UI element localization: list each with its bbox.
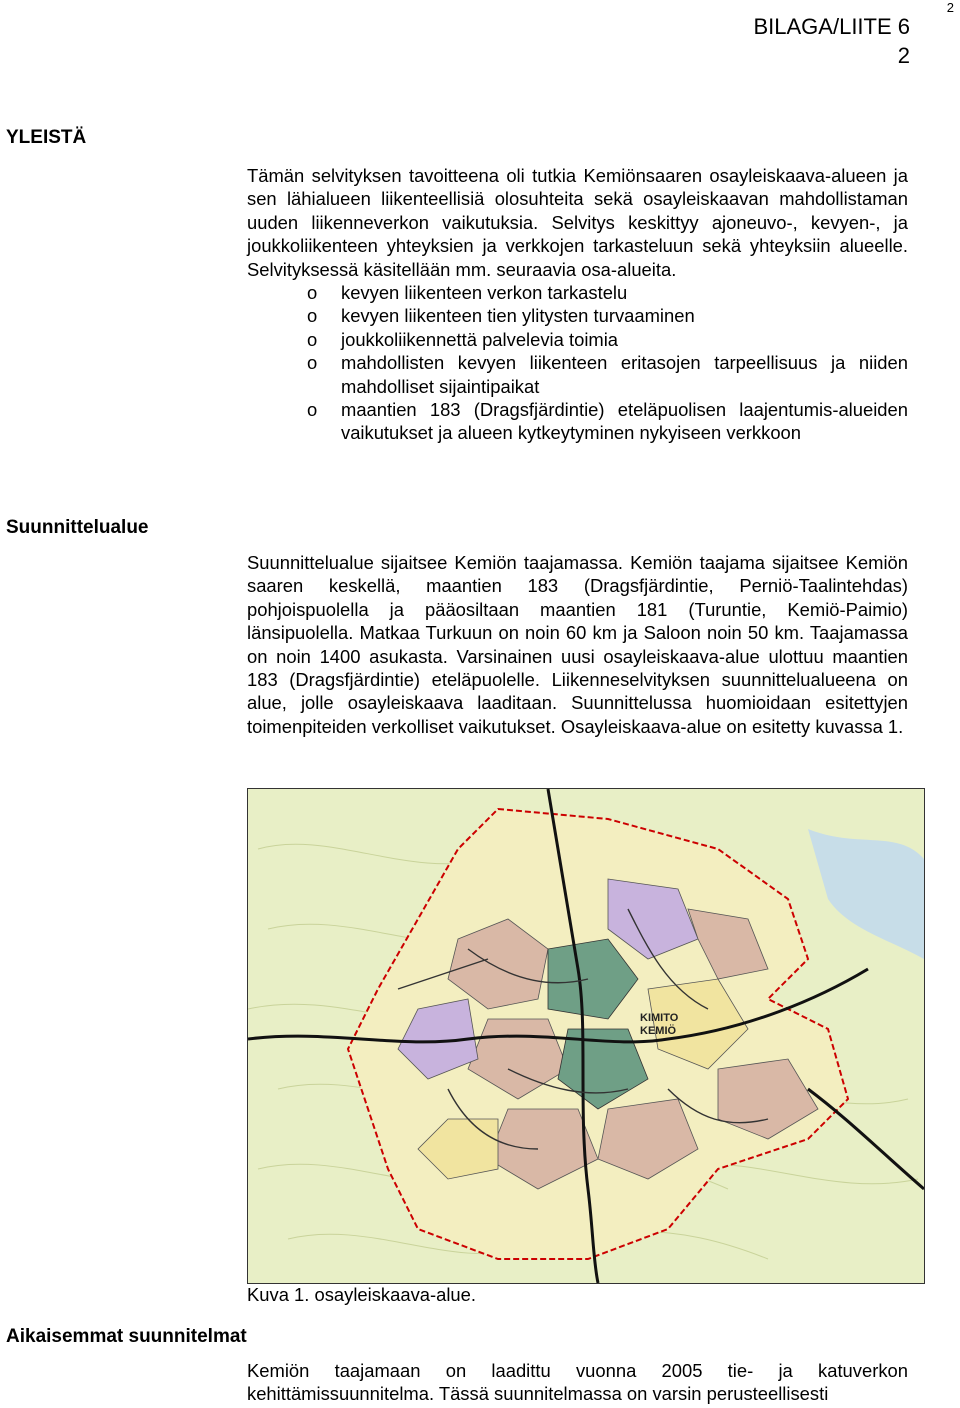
map-graphic [248,789,924,1283]
topic-bullet-item [247,351,908,398]
bullet-marker: o [307,328,318,350]
section-heading-aikaisemmat: Aikaisemmat suunnitelmat [6,1326,247,1347]
bullet-text: kevyen liikenteen verkon tarkastelu [341,282,628,304]
bullet-text: maantien 183 (Dragsfjärdintie) eteläpuolisen laajentumis-alueiden vaikutukset ja alueen kytkeytyminen nykyiseen verkkoon [341,399,908,444]
suunnittelualue-block [247,551,908,738]
topic-bullet-item [247,398,908,445]
bullet-text: joukkoliikennettä palvelevia toimia [341,328,619,350]
topic-bullet-item [247,304,908,327]
section-heading-suunnittelualue: Suunnittelualue [6,517,149,538]
bullet-text: mahdollisten kevyen liikenteen eritasojen tarpeellisuus ja niiden mahdolliset sijaintipaikat [341,352,908,397]
topic-bullet-item [247,281,908,304]
bullet-marker: o [307,399,318,421]
aikaisemmat-block [247,1359,908,1406]
aikaisemmat-paragraph: Kemiön taajamaan on laadittu vuonna 2005 tie- ja katuverkon kehittämissuunnitelma. Tässä suunnitelmassa on varsin perusteellisesti [247,1360,908,1405]
map-town-label-fi: KEMIÖ [640,1025,677,1037]
bullet-text: kevyen liikenteen tien ylitysten turvaaminen [341,305,695,327]
map-town-label-sv: KIMITO [640,1012,679,1024]
topic-bullet-list [247,281,908,445]
master-plan-map [247,788,925,1284]
document-header [753,12,910,70]
figure-caption: Kuva 1. osayleiskaava-alue. [247,1284,476,1305]
bullet-marker: o [307,352,318,374]
intro-block [247,164,908,445]
bullet-marker: o [307,305,318,327]
section-heading-yleista: YLEISTÄ [6,127,87,148]
intro-paragraph: Tämän selvityksen tavoitteena oli tutkia Kemiönsaaren osayleiskaava-alueen ja sen lähialueen liikenteellisiä olosuhteita sekä osayleiskaavan mahdollistaman uuden liikenneverkon vaikutuksia. Selvitys keskittyy ajoneuvo-, kevyen-, ja joukkoliikenteen yhteyksien ja verkkojen tarkasteluun sekä yhteyksiin alueelle. Selvityksessä käsitellään mm. seuraavia osa-alueita. [247,165,908,280]
suunnittelualue-paragraph: Suunnittelualue sijaitsee Kemiön taajamassa. Kemiön taajama sijaitsee Kemiön saaren keskellä, maantien 183 (Dragsfjärdintie, Perniö-Taalintehdas) pohjoispuolella ja pääosiltaan maantien 181 (Turuntie, Kemiö-Paimio) länsipuolella. Matkaa Turkuun on noin 60 km ja Saloon noin 50 km. Taajamassa on noin 1400 asukasta. Varsinainen uusi osayleiskaava-alue ulottuu maantien 183 (Dragsfjärdintie) eteläpuolelle. Liikenneselvityksen suunnittelualueena on alue, jolle osayleiskaava laaditaan. Suunnittelussa huomioidaan esitettyjen toimenpiteiden verkolliset vaikutukset. Osayleiskaava-alue on esitetty kuvassa 1. [247,552,908,737]
page-number: 2 [946,0,954,15]
header-title: BILAGA/LIITE 6 [753,14,910,39]
topic-bullet-item [247,328,908,351]
header-page: 2 [897,43,910,68]
bullet-marker: o [307,282,318,304]
